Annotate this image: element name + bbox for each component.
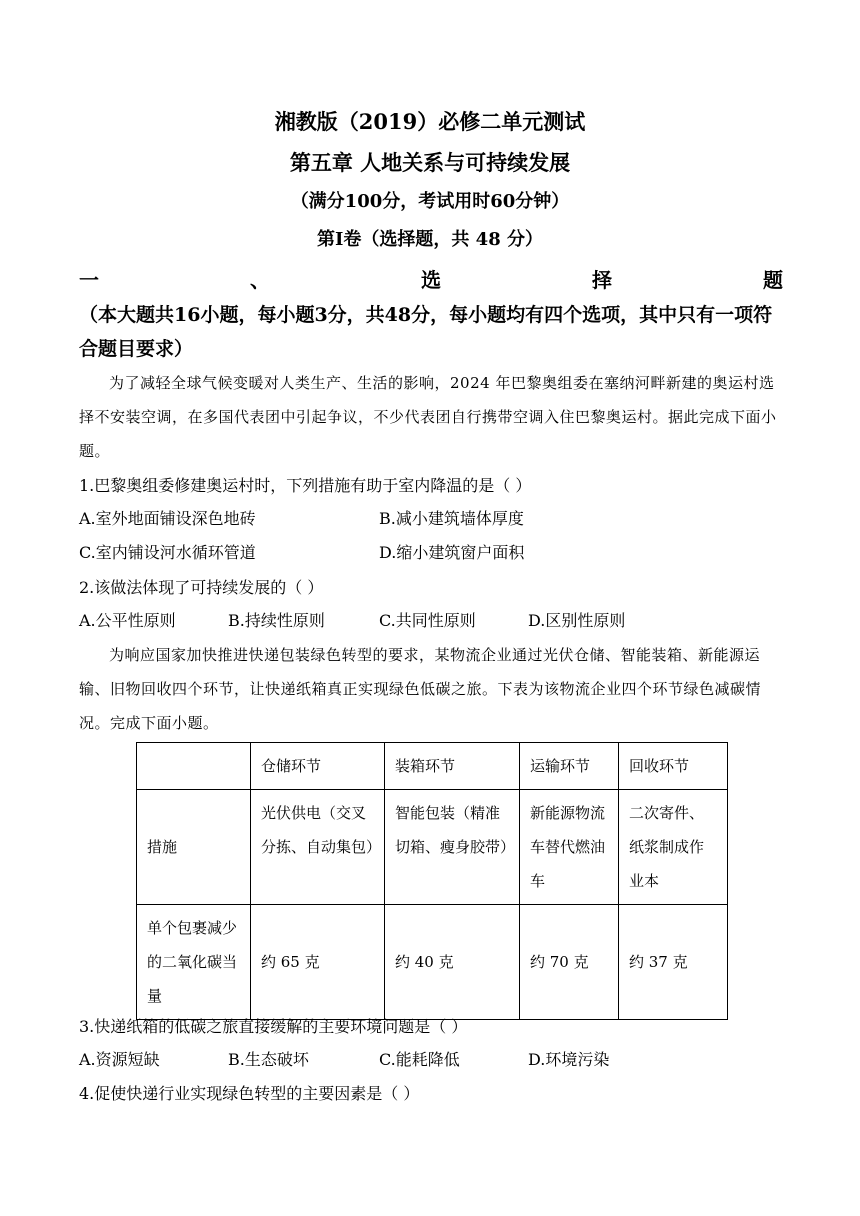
passage-2: 为响应国家加快推进快递包装绿色转型的要求，某物流企业通过光伏仓储、智能装箱、新能源运输、旧物回收四个环节，让快递纸箱真正实现绿色低碳之旅。下表为该物流企业四个环节绿色减碳情况。完成下面小题。	[79, 646, 762, 732]
volume-title: 第Ⅰ卷（选择题，共 48 分）	[316, 229, 543, 250]
q2-option-a: A.公平性原则	[79, 611, 176, 630]
q2-option-c: C.共同性原则	[379, 611, 476, 630]
q3-option-c: C.能耗降低	[379, 1050, 460, 1069]
question-1-stem: 1.巴黎奥组委修建奥运村时，下列措施有助于室内降温的是（ ）	[79, 476, 532, 495]
q1-option-d: D.缩小建筑窗户面积	[379, 543, 525, 562]
question-3-stem: 3.快递纸箱的低碳之旅直接缓解的主要环境问题是（ ）	[79, 1017, 468, 1036]
question-2-stem: 2.该做法体现了可持续发展的（ ）	[79, 578, 324, 597]
table-header-row	[137, 743, 728, 790]
table-row	[137, 790, 728, 905]
section-heading-char: 一	[79, 268, 99, 292]
table-header-cell: 仓储环节	[251, 743, 385, 790]
exam-title: 湘教版（2019）必修二单元测试	[274, 109, 586, 134]
table-cell: 约 65 克	[251, 905, 385, 1020]
table-header-cell: 运输环节	[520, 743, 619, 790]
table-cell: 光伏供电（交叉分拣、自动集包）	[251, 790, 385, 905]
question-4-stem: 4.促使快递行业实现绿色转型的主要因素是（ ）	[79, 1084, 420, 1103]
table-header-cell: 回收环节	[619, 743, 728, 790]
table-cell: 智能包装（精准切箱、瘦身胶带）	[385, 790, 520, 905]
q2-option-b: B.持续性原则	[228, 611, 325, 630]
table-cell: 二次寄件、纸浆制成作业本	[619, 790, 728, 905]
chapter-title: 第五章 人地关系与可持续发展	[289, 150, 571, 175]
table-header-cell	[137, 743, 251, 790]
table-cell: 新能源物流车替代燃油车	[520, 790, 619, 905]
section-heading-char: 择	[592, 268, 612, 292]
section-heading-char: 题	[763, 268, 783, 292]
row-label: 措施	[137, 790, 251, 905]
row-label: 单个包裹减少的二氧化碳当量	[137, 905, 251, 1020]
q1-option-c: C.室内铺设河水循环管道	[79, 543, 256, 562]
passage-1: 为了减轻全球气候变暖对人类生产、生活的影响，2024 年巴黎奥组委在塞纳河畔新建的奥运村选择不安装空调，在多国代表团中引起争议，不少代表团自行携带空调入住巴黎奥运村。据此完成下面小题。	[79, 374, 777, 460]
table-cell: 约 37 克	[619, 905, 728, 1020]
section-heading-char: 选	[421, 268, 441, 292]
table-header-cell: 装箱环节	[385, 743, 520, 790]
table-cell: 约 40 克	[385, 905, 520, 1020]
q3-option-d: D.环境污染	[528, 1050, 610, 1069]
q1-option-b: B.减小建筑墙体厚度	[379, 509, 524, 528]
reduction-table	[136, 742, 728, 1020]
score-info: （满分100分，考试用时60分钟）	[290, 191, 570, 212]
section-heading-char: 、	[250, 268, 270, 292]
q1-option-a: A.室外地面铺设深色地砖	[79, 509, 256, 528]
q3-option-a: A.资源短缺	[79, 1050, 160, 1069]
section-instructions: （本大题共16小题，每小题3分，共48分，每小题均有四个选项，其中只有一项符合题目要求）	[79, 304, 773, 360]
q3-option-b: B.生态破坏	[228, 1050, 309, 1069]
table-row	[137, 905, 728, 1020]
section-heading	[79, 264, 783, 293]
table-cell: 约 70 克	[520, 905, 619, 1020]
q2-option-d: D.区别性原则	[528, 611, 626, 630]
